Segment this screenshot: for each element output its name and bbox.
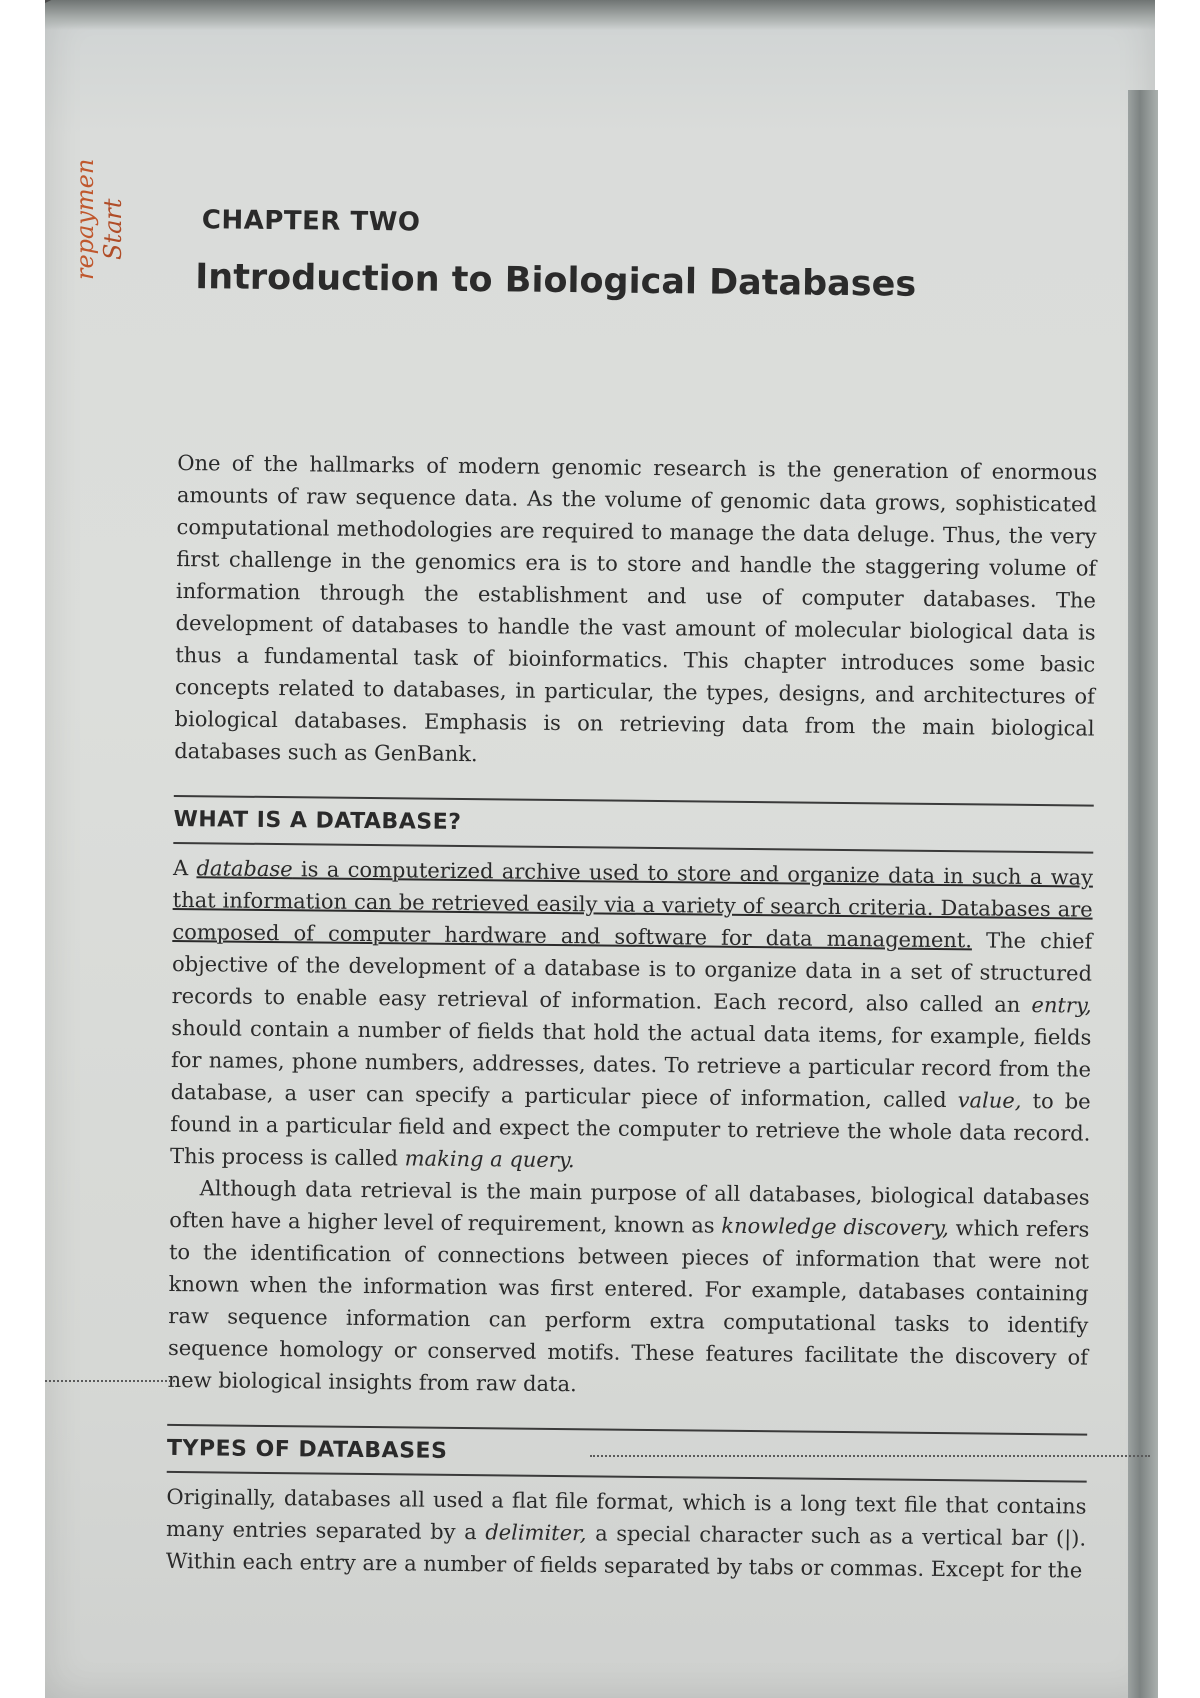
- term-delimiter: delimiter,: [485, 1520, 587, 1546]
- text-run: should contain a number of fields that hold the actual data items, for example, fields for names, phone numbers, addresses, dates. To retrieve a particular record from the database, a user can specify a particular piece of information, called: [170, 1015, 1092, 1113]
- term-entry: entry,: [1031, 992, 1092, 1018]
- term-knowledge-discovery: knowledge discovery,: [721, 1213, 949, 1241]
- text-run: Originally, databases all used a flat file format, which is a long text file that contains many entries separated by a: [166, 1484, 1087, 1545]
- top-shadow: [45, 0, 1155, 30]
- term-making-query: making a query.: [404, 1146, 575, 1173]
- margin-note-line1: repaymen: [71, 158, 99, 280]
- underlined-text: is a computerized archive used to store and organize data in such a way that information can be retrieved easily via a variety of search criteria. Databases are composed of computer hardware and software for data management.: [172, 857, 1094, 953]
- section-types-of-databases: [166, 1424, 1088, 1587]
- flat-file-paragraph: [166, 1481, 1087, 1587]
- chapter-label: CHAPTER TWO: [201, 205, 421, 238]
- pencil-line-left: [45, 1380, 175, 1382]
- text-run: which refers to the identification of connections between pieces of information that were not known when the information was first entered. For example, databases containing raw sequence information can perform extra computational tasks to identify sequence homology or conserved motifs. These features facilitate the discovery of new biological insights from raw data.: [167, 1216, 1090, 1397]
- section-heading: WHAT IS A DATABASE?: [173, 806, 462, 835]
- term-database: database: [196, 856, 293, 882]
- text-run: The chief objective of the development of a database is to organize data in a set of structured records to enable easy retrieval of information. Each record, also called an: [171, 928, 1093, 1017]
- section-what-is-database: [168, 795, 1094, 1406]
- section-heading: TYPES OF DATABASES: [166, 1435, 448, 1464]
- knowledge-discovery-paragraph: [168, 1172, 1090, 1406]
- text-run: A: [172, 855, 197, 881]
- intro-paragraph: One of the hallmarks of modern genomic research is the generation of enormous amounts of raw sequence data. As the volume of genomic data grows, sophisticated computational methodologies are required to manage the data deluge. Thus, the very first challenge in the genomics era is to store and handle the staggering volume of information through the establishment and use of computer databases. The development of databases to handle the vast amount of molecular biological data is thus a fundamental task of bioinformatics. This chapter introduces some basic concepts related to databases, in particular, the types, designs, and architectures of biological databases. Emphasis is on retrieving data from the main biological databases such as GenBank.: [174, 450, 1098, 767]
- term-value: value,: [957, 1088, 1022, 1113]
- database-definition-paragraph: [170, 852, 1093, 1182]
- text-run: to be found in a particular field and expect the computer to retrieve the whole data record. This process is called: [169, 1088, 1091, 1171]
- text-run: Although data retrieval is the main purpose of all databases, biological databases often have a higher level of requirement, known as: [169, 1176, 1090, 1238]
- pencil-line-right: [590, 1455, 1150, 1457]
- text-run: a special character such as a vertical bar (|). Within each entry are a number of fields separated by tabs or commas. Except for the: [165, 1521, 1087, 1583]
- chapter-title: Introduction to Biological Databases: [195, 257, 917, 305]
- page-content: [166, 205, 1100, 1587]
- margin-note-line2: Start: [99, 198, 127, 260]
